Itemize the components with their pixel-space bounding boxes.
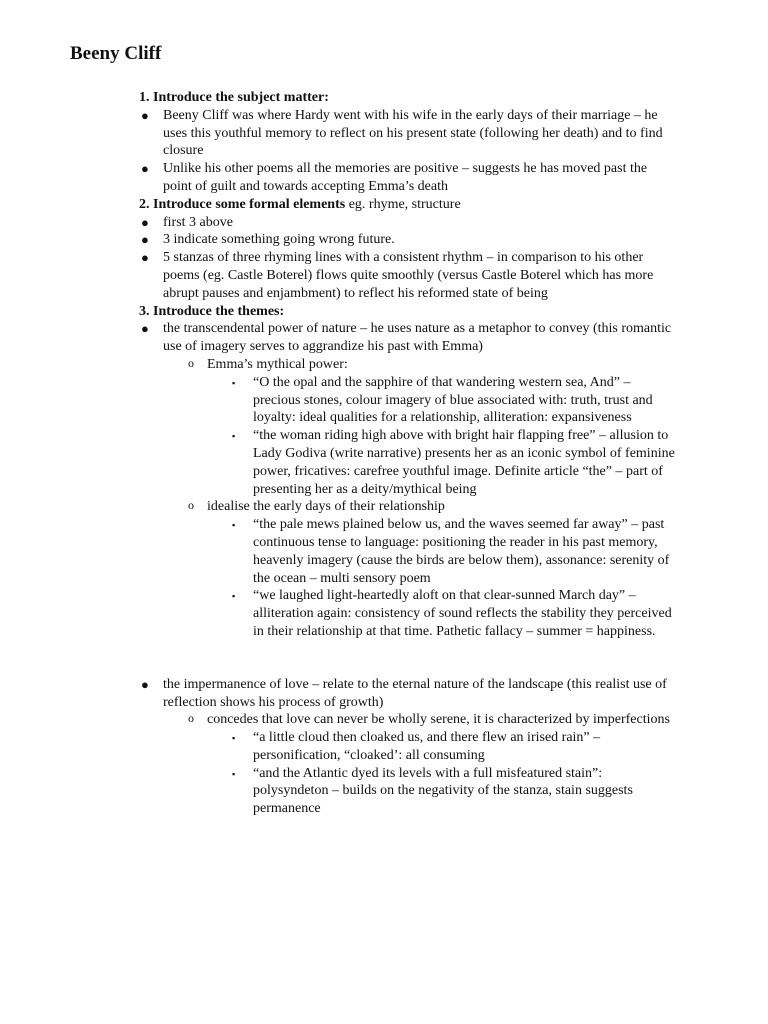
subject-matter-list	[139, 107, 679, 196]
square-bullet-icon: ▪	[232, 431, 236, 442]
section-heading-suffix: eg. rhyme, structure	[345, 196, 461, 212]
quote-text: “a little cloud then cloaked us, and there flew an irised rain” – personification, “cloaked’: all consuming	[253, 730, 601, 763]
sub-item	[185, 356, 679, 498]
list-item-text: Beeny Cliff was where Hardy went with his wife in the early days of their marriage – he uses this youthful memory to reflect on his present state (following her death) and to find closure	[163, 107, 663, 159]
quote-item	[231, 587, 679, 640]
bullet-icon: ●	[141, 107, 149, 123]
list-item-text: Unlike his other poems all the memories are positive – suggests he has moved past the point of guilt and towards accepting Emma’s death	[163, 161, 648, 194]
square-bullet-icon: ▪	[232, 591, 236, 602]
theme-item	[139, 320, 679, 640]
sub-item-text: concedes that love can never be wholly serene, it is characterized by imperfections	[207, 712, 670, 728]
square-bullet-icon: ▪	[232, 377, 236, 388]
document-body	[139, 89, 679, 818]
bullet-icon: ●	[141, 161, 149, 177]
section-heading-subject-matter: 1. Introduce the subject matter:	[139, 90, 329, 105]
quote-item	[231, 374, 679, 427]
list-item	[139, 214, 679, 232]
sub-item	[185, 711, 679, 818]
list-item-text: first 3 above	[163, 214, 233, 230]
bullet-icon: ●	[141, 250, 149, 266]
quote-list	[231, 374, 679, 499]
theme-text: the transcendental power of nature – he uses nature as a metaphor to convey (this romantic use of imagery serves to aggrandize his past with Emma)	[163, 321, 672, 355]
page-title: Beeny Cliff	[70, 43, 162, 64]
quote-text: “the pale mews plained below us, and the waves seemed far away” – past continuous tense to language: positioning the reader in his past memory, heavenly imagery (cause the birds are below them), assonance: serenity of the ocean – multi sensory poem	[253, 517, 670, 586]
theme-item	[139, 676, 679, 818]
square-bullet-icon: ▪	[232, 733, 236, 744]
list-item	[139, 231, 679, 249]
quote-list	[231, 516, 679, 641]
quote-item	[231, 729, 679, 765]
sub-item	[185, 498, 679, 640]
blank-gap	[139, 641, 679, 676]
quote-list	[231, 729, 679, 818]
quote-text: “and the Atlantic dyed its levels with a full misfeatured stain”: polysyndeton – builds on the negativity of the stanza, stain suggests permanence	[253, 765, 633, 817]
bullet-icon: ●	[141, 321, 149, 337]
list-item	[139, 249, 679, 302]
square-bullet-icon: ▪	[232, 520, 236, 531]
bullet-icon: ●	[141, 676, 149, 692]
list-item	[139, 107, 679, 160]
circle-bullet-icon: o	[188, 355, 194, 370]
quote-item	[231, 765, 679, 818]
sub-item-text: Emma’s mythical power:	[207, 356, 348, 372]
theme-sublist	[185, 711, 679, 818]
circle-bullet-icon: o	[188, 711, 194, 726]
square-bullet-icon: ▪	[232, 768, 236, 779]
section-heading-themes: 3. Introduce the themes:	[139, 303, 285, 319]
bullet-icon: ●	[141, 214, 149, 230]
section-heading-text: 2. Introduce some formal elements	[139, 196, 346, 212]
bullet-icon: ●	[141, 232, 149, 248]
quote-text: “we laughed light-heartedly aloft on that clear-sunned March day” – alliteration again: consistency of sound reflects the stability they perceived in their relationship at that time. Pathetic fallacy – summer = happiness.	[253, 588, 672, 639]
circle-bullet-icon: o	[188, 498, 194, 513]
section-heading-formal-elements	[139, 196, 679, 214]
theme-sublist	[185, 356, 679, 641]
list-item-text: 5 stanzas of three rhyming lines with a consistent rhythm – in comparison to his other poems (eg. Castle Boterel) flows quite smoothly (versus Castle Boterel which has more abrupt pauses and enjambment) to reflect his reformed state of being	[163, 250, 654, 301]
theme-text: the impermanence of love – relate to the eternal nature of the landscape (this realist use of reflection shows his process of growth)	[163, 676, 667, 710]
list-item	[139, 160, 679, 196]
list-item-text: 3 indicate something going wrong future.	[163, 232, 395, 248]
themes-list	[139, 320, 679, 640]
quote-text: “the woman riding high above with bright hair flapping free” – allusion to Lady Godiva (write narrative) presents her as an iconic symbol of feminine power, fricatives: carefree youthful image. Definite article “the” – part of presenting her as a deity/mythical being	[253, 428, 675, 497]
quote-item	[231, 427, 679, 498]
sub-item-text: idealise the early days of their relationship	[207, 499, 445, 515]
themes-list-continued	[139, 676, 679, 818]
quote-item	[231, 516, 679, 587]
quote-text: “O the opal and the sapphire of that wandering western sea, And” – precious stones, colour imagery of blue associated with: truth, trust and loyalty: ideal qualities for a relationship, alliteration: expansiveness	[253, 374, 653, 426]
formal-elements-list	[139, 214, 679, 303]
